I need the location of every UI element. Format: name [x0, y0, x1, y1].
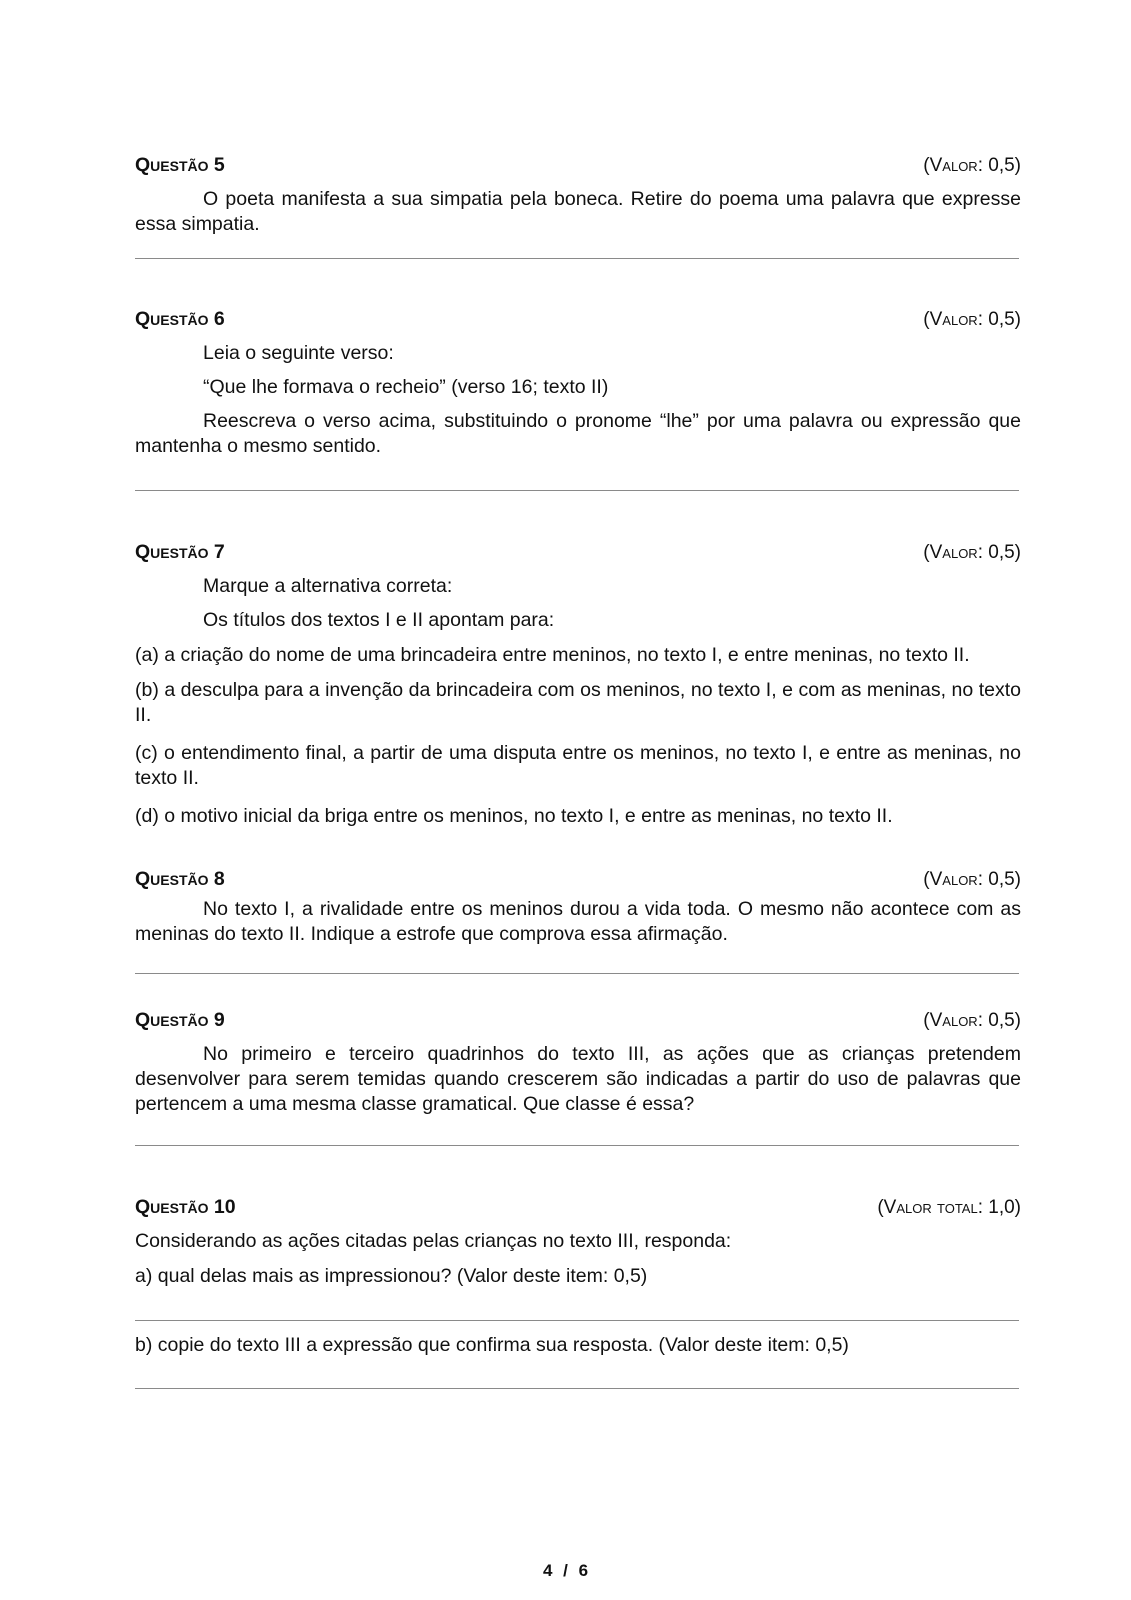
option-d[interactable]: (d) o motivo inicial da briga entre os meninos, no texto I, e entre as meninas, no texto II.: [135, 805, 893, 827]
question-9: [135, 1008, 1021, 1117]
question-6-line-2: “Que lhe formava o recheio” (verso 16; texto II): [203, 376, 609, 398]
question-6: [135, 307, 1021, 459]
question-5-value: (Valor: 0,5): [923, 155, 1021, 176]
question-8-text: No texto I, a rivalidade entre os meninos durou a vida toda. O mesmo não acontece com as meninas do texto II. Indique a estrofe que comprova essa afirmação.: [135, 898, 1021, 945]
question-10-item-b: b) copie do texto III a expressão que confirma sua resposta. (Valor deste item: 0,5): [135, 1334, 849, 1356]
question-9-value: (Valor: 0,5): [923, 1010, 1021, 1031]
question-10-title: Questão 10: [135, 1196, 236, 1218]
question-10-part-b: [135, 1333, 1021, 1358]
option-a[interactable]: (a) a criação do nome de uma brincadeira entre meninos, no texto I, e entre meninas, no texto II.: [135, 644, 970, 666]
question-6-title: Questão 6: [135, 308, 225, 330]
answer-line-8[interactable]: [135, 973, 1019, 974]
question-5: [135, 153, 1021, 237]
answer-line-10a[interactable]: [135, 1320, 1019, 1321]
option-b[interactable]: (b) a desculpa para a invenção da brincadeira com os meninos, no texto I, e com as meninas, no texto II.: [135, 679, 1021, 726]
question-8: [135, 867, 1021, 947]
answer-line-6[interactable]: [135, 490, 1019, 491]
question-7-value: (Valor: 0,5): [923, 542, 1021, 563]
question-8-title: Questão 8: [135, 868, 225, 890]
answer-line-9[interactable]: [135, 1145, 1019, 1146]
question-6-value: (Valor: 0,5): [923, 309, 1021, 330]
question-10-item-a: a) qual delas mais as impressionou? (Valor deste item: 0,5): [135, 1265, 648, 1287]
question-10: [135, 1195, 1021, 1289]
question-9-title: Questão 9: [135, 1009, 225, 1031]
question-6-line-3: Reescreva o verso acima, substituindo o pronome “lhe” por uma palavra ou expressão que mantenha o mesmo sentido.: [135, 410, 1021, 457]
question-7-line-1: Marque a alternativa correta:: [203, 575, 453, 597]
question-10-value: (Valor total: 1,0): [877, 1197, 1021, 1218]
question-5-text: O poeta manifesta a sua simpatia pela boneca. Retire do poema uma palavra que expresse essa simpatia.: [135, 188, 1021, 235]
question-8-value: (Valor: 0,5): [923, 869, 1021, 890]
option-c[interactable]: (c) o entendimento final, a partir de uma disputa entre os meninos, no texto I, e entre as meninas, no texto II.: [135, 742, 1021, 789]
answer-line-10b[interactable]: [135, 1388, 1019, 1389]
page-number: 4 / 6: [542, 1561, 589, 1580]
question-10-intro: Considerando as ações citadas pelas crianças no texto III, responda:: [135, 1230, 732, 1252]
question-7: [135, 540, 1021, 829]
question-6-line-1: Leia o seguinte verso:: [203, 342, 394, 364]
question-7-line-2: Os títulos dos textos I e II apontam para:: [203, 609, 555, 631]
question-9-text: No primeiro e terceiro quadrinhos do texto III, as ações que as crianças pretendem desenvolver para serem temidas quando crescerem são indicadas a partir do uso de palavras que pertencem a uma mesma classe gramatical. Que classe é essa?: [135, 1043, 1021, 1115]
question-5-title: Questão 5: [135, 154, 225, 176]
question-7-title: Questão 7: [135, 541, 225, 563]
answer-line-5[interactable]: [135, 258, 1019, 259]
